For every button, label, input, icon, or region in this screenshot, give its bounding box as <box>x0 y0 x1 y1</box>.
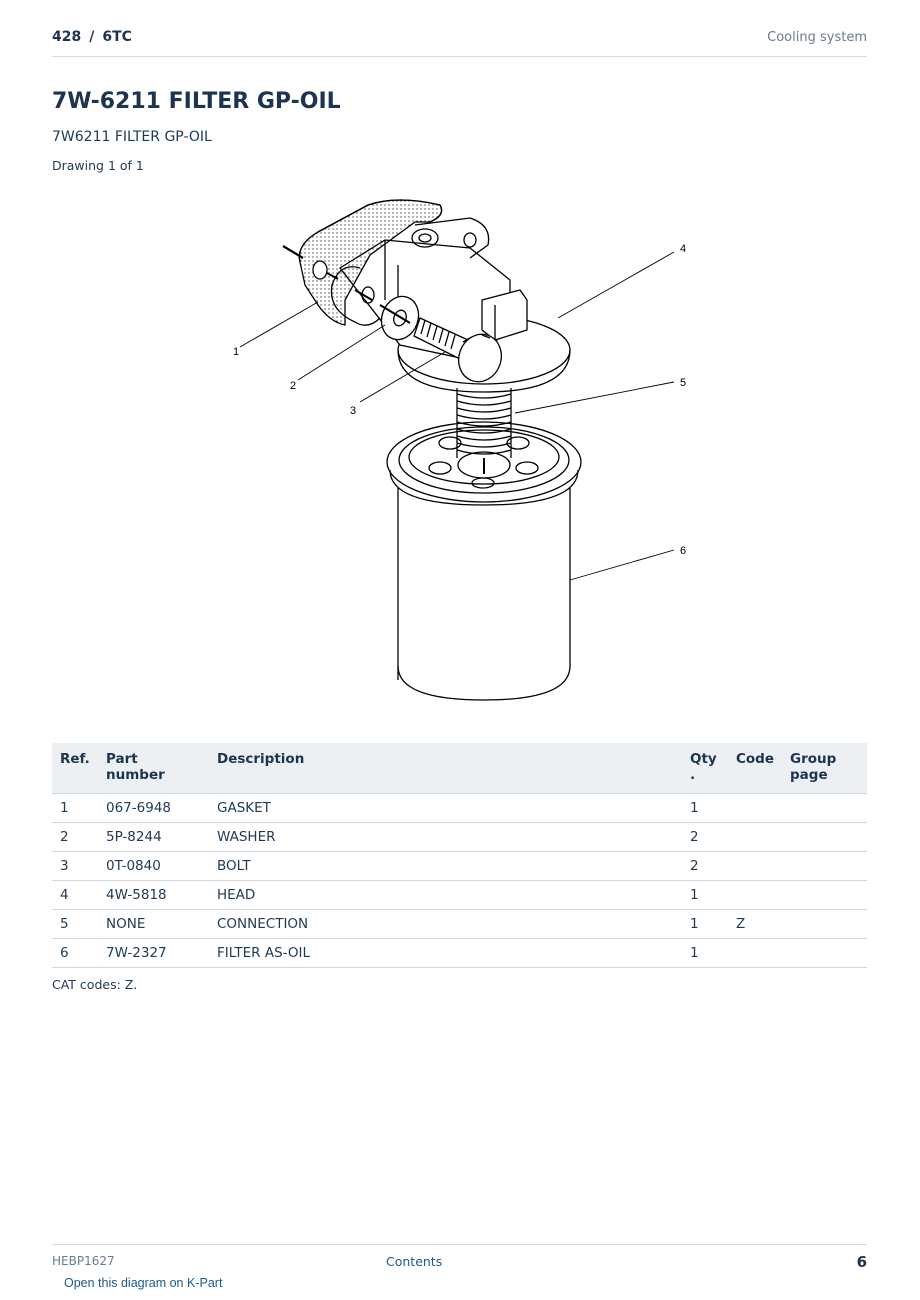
cell-code <box>728 939 782 968</box>
model-ref: 6TC <box>102 29 132 45</box>
cell-description: HEAD <box>209 881 682 910</box>
table-header-row <box>52 743 867 794</box>
contents-link[interactable]: Contents <box>386 1254 443 1269</box>
cell-code <box>728 823 782 852</box>
cell-part-number: 4W-5818 <box>98 881 209 910</box>
cell-part-number: 0T-0840 <box>98 852 209 881</box>
callout-2: 2 <box>290 380 297 392</box>
cell-code <box>728 881 782 910</box>
cell-group-page <box>782 881 867 910</box>
cell-group-page <box>782 852 867 881</box>
page-number: 6 <box>856 1253 867 1271</box>
header-group-page: Group page <box>782 743 867 794</box>
table-row <box>52 852 867 881</box>
cell-description: WASHER <box>209 823 682 852</box>
cell-group-page <box>782 823 867 852</box>
cell-qty: 1 <box>682 939 728 968</box>
callout-4: 4 <box>680 243 687 255</box>
callout-3: 3 <box>350 405 357 417</box>
cell-description: CONNECTION <box>209 910 682 939</box>
cell-code: Z <box>728 910 782 939</box>
cell-description: BOLT <box>209 852 682 881</box>
header-part-number: Part number <box>98 743 209 794</box>
table-row <box>52 823 867 852</box>
cell-part-number: 067-6948 <box>98 794 209 823</box>
parts-table <box>52 743 867 968</box>
table-row <box>52 881 867 910</box>
breadcrumb: 428 / 6TC <box>52 29 132 45</box>
cat-codes-note: CAT codes: Z. <box>52 977 138 992</box>
header-ref: Ref. <box>52 743 98 794</box>
page-ref: 428 <box>52 29 82 45</box>
cell-ref: 5 <box>52 910 98 939</box>
cell-ref: 2 <box>52 823 98 852</box>
cell-ref: 4 <box>52 881 98 910</box>
page-footer <box>52 1244 867 1275</box>
drawing-label: Drawing 1 of 1 <box>52 158 144 173</box>
cell-part-number: NONE <box>98 910 209 939</box>
cell-ref: 1 <box>52 794 98 823</box>
cell-ref: 3 <box>52 852 98 881</box>
cell-group-page <box>782 910 867 939</box>
header-description: Description <box>209 743 682 794</box>
table-row <box>52 939 867 968</box>
header-code: Code <box>728 743 782 794</box>
cell-qty: 1 <box>682 881 728 910</box>
cell-description: GASKET <box>209 794 682 823</box>
open-in-kpart-link[interactable]: Open this diagram on K-Part <box>64 1276 223 1290</box>
document-id: HEBP1627 <box>52 1254 115 1268</box>
callout-6: 6 <box>680 545 687 557</box>
filter-canister <box>387 422 581 700</box>
cell-group-page <box>782 939 867 968</box>
page-subtitle: 7W6211 FILTER GP-OIL <box>52 129 212 145</box>
header-qty: Qty . <box>682 743 728 794</box>
page-title: 7W-6211 FILTER GP-OIL <box>52 89 341 114</box>
cell-part-number: 7W-2327 <box>98 939 209 968</box>
cell-qty: 1 <box>682 794 728 823</box>
cell-code <box>728 794 782 823</box>
parts-diagram <box>220 190 700 710</box>
cell-description: FILTER AS-OIL <box>209 939 682 968</box>
cell-code <box>728 852 782 881</box>
callout-5: 5 <box>680 377 687 389</box>
table-row <box>52 910 867 939</box>
cell-qty: 2 <box>682 852 728 881</box>
cell-part-number: 5P-8244 <box>98 823 209 852</box>
table-row <box>52 794 867 823</box>
cell-ref: 6 <box>52 939 98 968</box>
callout-1: 1 <box>233 346 240 358</box>
cell-group-page <box>782 794 867 823</box>
cell-qty: 2 <box>682 823 728 852</box>
section-name: Cooling system <box>767 30 867 45</box>
page-header <box>52 28 867 57</box>
cell-qty: 1 <box>682 910 728 939</box>
